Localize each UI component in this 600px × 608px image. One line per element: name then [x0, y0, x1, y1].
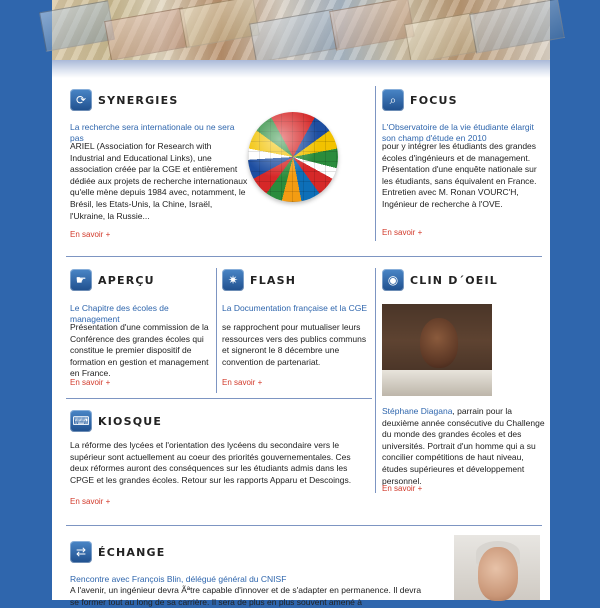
apercu-headline-link[interactable]: Le Chapitre des écoles de management — [70, 303, 169, 324]
pointing-hand-icon: ☛ — [70, 269, 92, 291]
magnifier-icon: ⌕ — [382, 89, 404, 111]
section-divider — [66, 525, 542, 526]
kiosque-body: La réforme des lycées et l'orientation des lycéens du secondaire vers le supérieur sont actuellement au coeur des priorités gouvernementales. Ces deux réformes auront des conséquences sur les étudiants admis dans les CPGE et les grandes écoles. Retour sur les rapports Apparu et Descoings. — [70, 440, 352, 485]
euro-banknotes-banner — [52, 0, 550, 60]
section-focus — [382, 78, 550, 248]
synergies-body: ARIEL (Association for Research with Industrial and Educational Links), une association créée par la CGE et entièrement dédiée aux projets de recherche internationaux qu'elle mène depuis 1984 avec, notamment, le Brésil, les Etats-Unis, la Chine, Israël, l'Ukraine, la Russie... — [70, 141, 248, 221]
column-divider — [216, 268, 217, 393]
section-kiosque — [52, 400, 372, 520]
synergies-more-link[interactable]: En savoir + — [70, 230, 111, 239]
apercu-more-link[interactable]: En savoir + — [70, 378, 111, 387]
apercu-body: Présentation d'une commission de la Conférence des grandes écoles qui constitue le premier dispositif de formation en gestion et management en France. — [70, 322, 209, 379]
focus-body: pour y intégrer les étudiants des grandes écoles d'ingénieurs et de management. Présentation d'une enquête nationale sur les étudiants, sans équivalent en France. Entretien avec M. Ronan VOURC'H, Ingénieur de recherche à l'OVE. — [382, 141, 537, 209]
newsletter-content — [52, 78, 550, 607]
section-apercu — [52, 258, 212, 398]
stephane-diagana-photo — [382, 304, 492, 396]
focus-header — [382, 87, 458, 113]
flags-globe-image — [248, 112, 338, 202]
focus-headline-link[interactable]: L'Observatoire de la vie étudiante élargit son champ d'étude en 2010 — [382, 122, 534, 143]
section-title: SYNERGIES — [98, 93, 179, 107]
section-title: FOCUS — [410, 93, 458, 107]
clin-doeil-more-link[interactable]: En savoir + — [382, 484, 423, 493]
focus-more-link[interactable]: En savoir + — [382, 228, 423, 237]
keyboard-icon: ⌨ — [70, 410, 92, 432]
kiosque-more-link[interactable]: En savoir + — [70, 497, 111, 506]
section-title: FLASH — [250, 273, 297, 287]
synergies-headline-link[interactable]: La recherche sera internationale ou ne sera pas — [70, 122, 235, 143]
flash-body: se rapprochent pour mutualiser leurs ressources vers des publics communs et signeront le 8 décembre une convention de partenariat. — [222, 322, 367, 367]
echange-header — [70, 539, 165, 565]
section-title: KIOSQUE — [98, 414, 163, 428]
stephane-diagana-link[interactable]: Stéphane Diagana — [382, 406, 453, 416]
kiosque-header — [70, 408, 162, 434]
apercu-header — [70, 267, 155, 293]
flash-header — [222, 267, 296, 293]
clin-doeil-header — [382, 267, 498, 293]
eye-icon: ◉ — [382, 269, 404, 291]
section-synergies — [52, 78, 372, 248]
section-divider — [66, 256, 542, 257]
section-divider — [66, 398, 372, 399]
section-title: ÉCHANGE — [98, 545, 166, 559]
column-divider — [375, 86, 376, 241]
section-title: APERÇU — [98, 273, 155, 287]
echange-headline-link[interactable]: Rencontre avec François Blin, délégué général du CNISF — [70, 574, 287, 584]
synergies-header — [70, 87, 178, 113]
section-echange — [52, 527, 550, 607]
francois-blin-photo — [454, 535, 540, 600]
flash-headline-link[interactable]: La Documentation française et la CGE — [222, 303, 368, 313]
cycle-arrows-icon: ⟳ — [70, 89, 92, 111]
column-divider — [375, 268, 376, 493]
section-flash — [222, 258, 374, 398]
flash-more-link[interactable]: En savoir + — [222, 378, 263, 387]
echange-body: A l'avenir, un ingénieur devra Ãªtre capable d'innover et de s'adapter en permanence. Il devra se former tout au long de sa carrière. Il sera de plus en plus souvent amené à — [70, 585, 422, 607]
banner-shadow — [52, 60, 550, 78]
handshake-icon: ⇄ — [70, 541, 92, 563]
starburst-icon: ✷ — [222, 269, 244, 291]
section-title: CLIN D´OEIL — [410, 273, 499, 287]
section-clin-doeil — [382, 258, 550, 498]
clin-doeil-body: Stéphane Diagana, parrain pour la deuxième année consécutive du Challenge du monde des grandes écoles et des universités. Portrait d'un homme qui a su concilier compétitions de haut niveau, études supérieures et développement personnel. — [382, 406, 545, 486]
